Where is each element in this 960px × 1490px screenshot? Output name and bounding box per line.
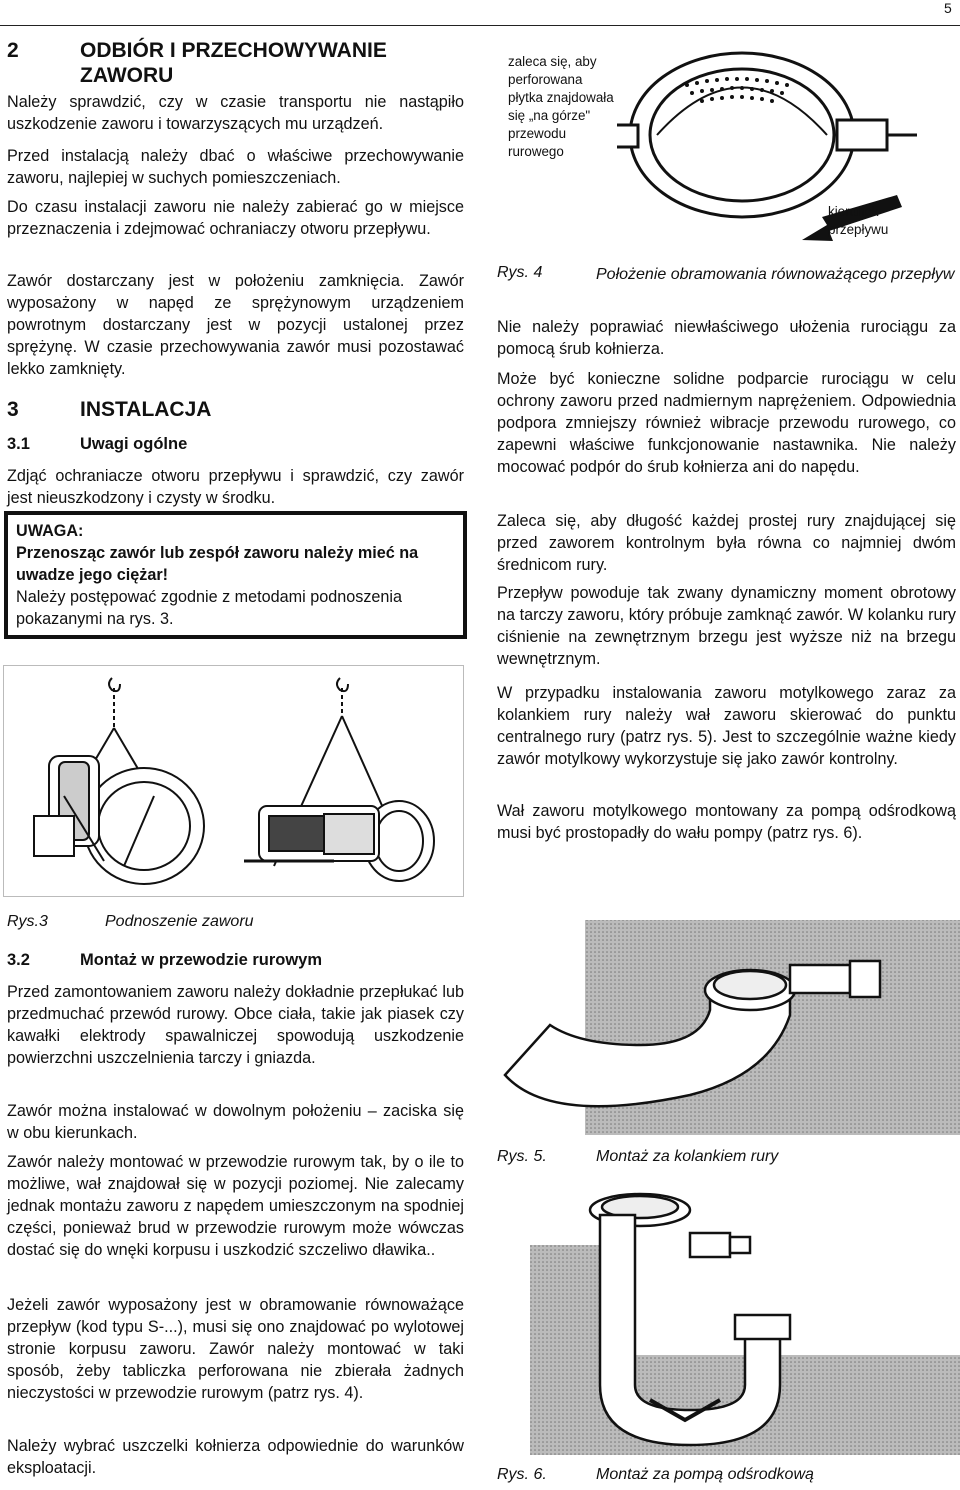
section-3-1-paragraph: Zdjąć ochraniacze otworu przepływu i sprawdzić, czy zawór jest nieuszkodzony i czysty w środku. (7, 467, 464, 507)
figure-5-caption: Montaż za kolankiem rury (596, 1148, 779, 1165)
figure-4-flow-label: kierunek przepływu (828, 204, 889, 237)
warning-label: UWAGA: (16, 522, 84, 540)
section-3-title: INSTALACJA (80, 398, 212, 421)
section-3-2-paragraph-4: Jeżeli zawór wyposażony jest w obramowanie równoważące przepływ (kod typu S-...), musi się ono znajdować po wylotowej stronie korpusu zaworu. Zawór należy montować w taki sposób, żeby tabliczka perforowana nie zbierała żadnych nieczystości w przewodzie rurowym (patrz rys. 4). (7, 1296, 464, 1402)
figure-5-elbow-illustration (490, 895, 960, 1135)
warning-text: Należy postępować zgodnie z metodami podnoszenia pokazanymi na rys. 3. (16, 588, 403, 628)
figure-3-lifting-illustration (4, 666, 463, 896)
figure-4-frame (497, 45, 903, 253)
section-3-1-title: Uwagi ogólne (80, 435, 188, 453)
figure-4-caption: Położenie obramowania równoważącego przepływ (596, 266, 955, 283)
figure-6-number: Rys. 6. (497, 1466, 547, 1483)
figure-5-number: Rys. 5. (497, 1148, 547, 1165)
section-3-2-number: 3.2 (7, 951, 30, 969)
right-paragraph-3: Zaleca się, aby długość każdej prostej rury znajdującej się przed zaworem kontrolnym była równa co najmniej dwóm średnicom rury. (497, 512, 956, 574)
section-3-number: 3 (7, 398, 19, 421)
section-2-paragraph-2: Przed instalacją należy dbać o właściwe przechowywanie zaworu, najlepiej w suchych pomieszczeniach. (7, 147, 464, 187)
page-number: 5 (944, 0, 952, 16)
section-2-number: 2 (7, 39, 19, 62)
figure-6-frame (490, 1185, 960, 1455)
section-3-2-paragraph-2: Zawór można instalować w dowolnym położeniu – zaciska się w obu kierunkach. (7, 1102, 464, 1142)
figure-5-frame (490, 895, 960, 1135)
figure-3-frame (3, 665, 464, 897)
warning-box (4, 511, 467, 639)
figure-4-note: zaleca się, aby perforowana płytka znajdowała się „na górze" przewodu rurowego (508, 54, 614, 159)
warning-bold-text: Przenosząc zawór lub zespół zaworu należy mieć na uwadze jego ciężar! (16, 544, 419, 584)
figure-3-number: Rys.3 (7, 913, 48, 930)
section-3-2-paragraph-1: Przed zamontowaniem zaworu należy dokładnie przepłukać lub przedmuchać przewód rurowy. Obce ciała, takie jak piasek czy kawałki elektrody spawalniczej spowodują uszkodzenie powierzchni uszczelnienia tarczy i gniazda. (7, 983, 464, 1067)
right-paragraph-4: Przepływ powoduje tak zwany dynamiczny moment obrotowy na tarczy zaworu, który próbuje zamknąć zawór. W kolanku rury ciśnienie na zewnętrznym brzegu jest wyższe niż na brzegu wewnętrznym. (497, 584, 956, 668)
section-2-title-line2: ZAWORU (80, 64, 174, 87)
figure-3-caption: Podnoszenie zaworu (105, 913, 254, 930)
header-rule (0, 25, 960, 26)
section-2-title (80, 38, 387, 88)
figure-6-pump-illustration (490, 1185, 960, 1455)
section-2-paragraph-4: Zawór dostarczany jest w położeniu zamknięcia. Zawór wyposażony w napęd ze sprężynowym urządzeniem powrotnym dostarczany jest w pozycji ustalonej przez sprężynę. W czasie przechowywania zawór musi pozostawać lekko zamknięty. (7, 272, 464, 378)
right-paragraph-5: W przypadku instalowania zaworu motylkowego zaraz za kolankiem rury należy wał zaworu skierować do punktu centralnego rury (patrz rys. 5). Jest to szczególnie ważne kiedy zawór motylkowy wykorzystuje się jako zawór kontrolny. (497, 684, 956, 768)
section-3-2-title: Montaż w przewodzie rurowym (80, 951, 323, 969)
section-3-2-paragraph-5: Należy wybrać uszczelki kołnierza odpowiednie do warunków eksploatacji. (7, 1437, 464, 1477)
figure-6-caption: Montaż za pompą odśrodkową (596, 1466, 814, 1483)
section-2-paragraph-3: Do czasu instalacji zaworu nie należy zabierać go w miejsce przeznaczenia i zdejmować ochraniaczy otworu przepływu. (7, 198, 464, 238)
section-2-title-line1: ODBIÓR I PRZECHOWYWANIE (80, 39, 387, 62)
section-3-2-paragraph-3: Zawór należy montować w przewodzie rurowym tak, by o ile to możliwe, wał znajdował się w pozycji poziomej. Nie zalecamy jednak montażu zaworu z napędem umieszczonym na spodniej części, ponieważ brud w przewodzie rurowym może wówczas dostać się do wnęki korpusu i uszkodzić szczeliwo dławika.. (7, 1153, 464, 1259)
right-paragraph-1: Nie należy poprawiać niewłaściwego ułożenia rurociągu za pomocą śrub kołnierza. (497, 318, 956, 358)
right-paragraph-6: Wał zaworu motylkowego montowany za pompą odśrodkową musi być prostopadły do wału pompy (patrz rys. 6). (497, 802, 956, 842)
section-2-paragraph-1: Należy sprawdzić, czy w czasie transportu nie nastąpiło uszkodzenie zaworu i towarzyszących mu urządzeń. (7, 93, 464, 133)
right-paragraph-2: Może być konieczne solidne podparcie rurociągu w celu ochrony zaworu przed nadmiernym naprężeniem. Odpowiednia podpora zmniejszy również wibracje przewodu rurowego, co zapewni właściwe funkcjonowanie nastawnika. Nie należy mocować podpór do śrub kołnierza ani do napędu. (497, 370, 956, 476)
section-3-1-number: 3.1 (7, 435, 30, 453)
figure-4-number: Rys. 4 (497, 264, 543, 281)
